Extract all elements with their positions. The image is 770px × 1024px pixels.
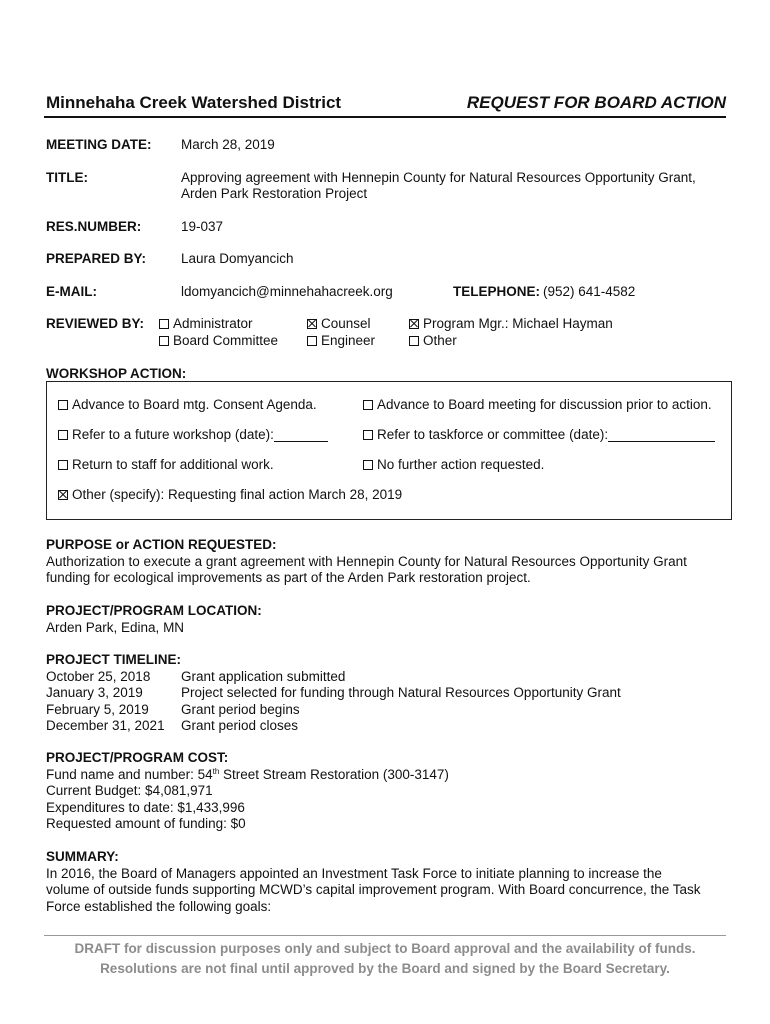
date-blank-field[interactable] [608,429,715,442]
timeline-date: February 5, 2019 [46,701,149,717]
reviewer-other[interactable] [409,333,457,348]
checked-checkbox-icon[interactable] [58,490,68,500]
workshop-action-heading: WORKSHOP ACTION: [46,366,187,381]
header-divider [44,116,726,118]
expenditures-to-date: Expenditures to date: $1,433,996 [46,799,245,815]
workshop-option-consent-agenda[interactable] [58,397,317,412]
checkbox-icon[interactable] [58,430,68,440]
reviewer-label: Other [423,333,457,348]
timeline-section [46,652,621,735]
email-label: E-MAIL: [46,284,97,299]
meeting-date-label: MEETING DATE: [46,137,152,152]
location-heading: PROJECT/PROGRAM LOCATION: [46,603,262,618]
workshop-option-taskforce[interactable] [363,427,715,442]
timeline-entry [46,718,621,735]
workshop-option-label: Refer to a future workshop (date): [72,427,274,442]
workshop-option-label: Other (specify): Requesting final action March 28, 2019 [72,487,403,502]
fund-superscript: th [212,766,220,776]
footer-divider [44,935,726,936]
timeline-date: October 25, 2018 [46,668,151,684]
fund-name-number [46,767,449,784]
summary-text-line-3: Force established the following goals: [46,898,272,914]
res-number-label: RES.NUMBER: [46,219,142,234]
summary-text-line-1: In 2016, the Board of Managers appointed an Investment Task Force to initiate planning to increase the [46,865,662,881]
timeline-date: January 3, 2019 [46,685,143,700]
summary-section [46,849,701,915]
workshop-option-return-to-staff[interactable] [58,457,274,472]
location-text: Arden Park, Edina, MN [46,619,185,635]
summary-heading: SUMMARY: [46,849,119,864]
res-number-value: 19-037 [181,219,224,234]
checkbox-icon[interactable] [58,400,68,410]
timeline-event: Grant period begins [181,701,300,717]
summary-text-line-2: volume of outside funds supporting MCWD’s capital improvement program. With Board concurrence, the Task [46,882,701,897]
reviewer-counsel[interactable] [307,316,371,331]
meeting-date-value: March 28, 2019 [181,137,275,152]
timeline-event: Grant application submitted [181,668,346,684]
reviewer-label: Counsel [321,316,371,331]
prepared-by-label: PREPARED BY: [46,251,147,266]
purpose-text-line-2: funding for ecological improvements as part of the Arden Park restoration project. [46,570,531,585]
location-section [46,603,262,636]
timeline-entry [46,702,621,719]
reviewer-label: Administrator [173,316,253,331]
checkbox-icon[interactable] [159,319,169,329]
workshop-option-no-further-action[interactable] [363,457,544,472]
checkbox-icon[interactable] [409,336,419,346]
timeline-date: December 31, 2021 [46,718,165,733]
workshop-option-other[interactable] [58,487,402,502]
reviewer-administrator[interactable] [159,316,253,331]
fund-suffix: Street Stream Restoration (300-3147) [219,766,449,782]
timeline-entry [46,669,621,686]
date-blank-field[interactable] [274,429,328,442]
reviewer-label: Engineer [321,333,376,348]
organization-name: Minnehaha Creek Watershed District [46,93,342,112]
footer-disclaimer-line-2: Resolutions are not final until approved by the Board and signed by the Board Secretary. [100,961,670,976]
reviewer-label: Program Mgr.: Michael Hayman [423,316,613,331]
current-budget: Current Budget: $4,081,971 [46,783,213,798]
reviewer-engineer[interactable] [307,333,375,348]
checkbox-icon[interactable] [363,400,373,410]
workshop-option-label: Refer to taskforce or committee (date): [377,427,609,442]
workshop-option-label: Advance to Board meeting for discussion prior to action. [377,397,712,412]
timeline-event: Project selected for funding through Natural Resources Opportunity Grant [181,685,621,700]
footer-disclaimer-line-1: DRAFT for discussion purposes only and subject to Board approval and the availability of funds. [74,941,696,956]
telephone-label: TELEPHONE: [453,284,541,299]
timeline-heading: PROJECT TIMELINE: [46,652,182,667]
cost-section [46,750,449,833]
title-label: TITLE: [46,170,88,185]
purpose-text-line-1: Authorization to execute a grant agreement with Hennepin County for Natural Resources Opportunity Grant [46,553,687,569]
reviewed-by-label: REVIEWED BY: [46,316,145,331]
checkbox-icon[interactable] [159,336,169,346]
reviewer-program-manager[interactable] [409,316,613,331]
checkbox-icon[interactable] [363,460,373,470]
email-value: ldomyancich@minnehahacreek.org [181,284,393,299]
timeline-entry [46,685,621,702]
title-value-line-1: Approving agreement with Hennepin County for Natural Resources Opportunity Grant, [181,170,696,185]
purpose-section [46,537,687,587]
requested-amount: Requested amount of funding: $0 [46,816,246,831]
checkbox-icon[interactable] [58,460,68,470]
checked-checkbox-icon[interactable] [409,319,419,329]
workshop-option-future-workshop[interactable] [58,427,328,442]
timeline-event: Grant period closes [181,718,299,733]
telephone-value: (952) 641-4582 [543,284,636,299]
workshop-option-label: Return to staff for additional work. [72,457,274,472]
checkbox-icon[interactable] [307,336,317,346]
workshop-option-label: Advance to Board mtg. Consent Agenda. [72,397,317,412]
document-type: REQUEST FOR BOARD ACTION [466,93,726,112]
workshop-option-discussion[interactable] [363,397,712,412]
fund-prefix: Fund name and number: 54 [46,766,213,782]
title-value-line-2: Arden Park Restoration Project [181,186,368,201]
prepared-by-value: Laura Domyancich [181,251,294,266]
checked-checkbox-icon[interactable] [307,319,317,329]
cost-heading: PROJECT/PROGRAM COST: [46,750,229,765]
reviewer-label: Board Committee [173,333,279,348]
workshop-option-label: No further action requested. [377,457,545,472]
reviewer-board-committee[interactable] [159,333,278,348]
purpose-heading: PURPOSE or ACTION REQUESTED: [46,537,277,552]
checkbox-icon[interactable] [363,430,373,440]
